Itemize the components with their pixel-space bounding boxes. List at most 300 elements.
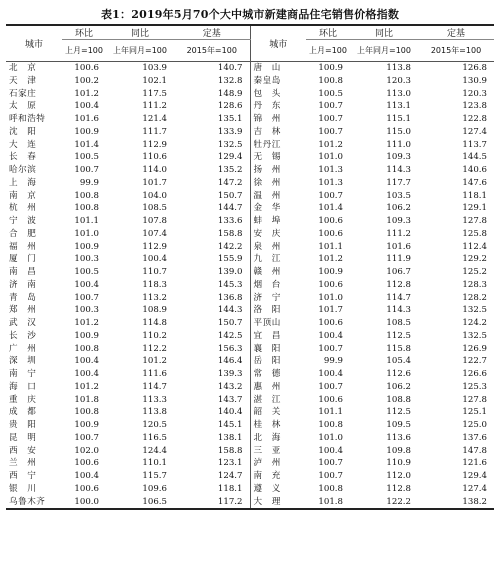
base-value-cell: 127.4 (462, 483, 487, 494)
city-name-cell: 成 都 (9, 407, 37, 418)
mom-value-cell: 100.4 (74, 101, 99, 112)
city-name-cell: 银 川 (9, 483, 37, 494)
table-row (6, 394, 494, 407)
city-name-cell: 上 海 (9, 177, 37, 188)
city-name-cell: 厦 门 (9, 254, 37, 265)
yoy-value-cell: 109.3 (386, 216, 411, 226)
table-row (6, 292, 494, 305)
mom-value-cell: 101.2 (74, 88, 99, 99)
mom-value-cell: 100.7 (318, 114, 343, 124)
city-name-cell: 大 理 (250, 496, 306, 510)
mom-value-cell: 101.3 (318, 165, 343, 175)
table-row (6, 496, 494, 510)
header-yoy-sub: 上年同月=100 (106, 40, 174, 62)
mom-value-cell: 101.3 (318, 177, 343, 188)
table-body (6, 62, 494, 510)
table-row (6, 139, 494, 152)
header-mom: 环比 (62, 25, 106, 40)
mom-value-cell: 101.2 (74, 381, 99, 392)
table-row (6, 406, 494, 419)
yoy-value-cell: 103.5 (386, 190, 411, 201)
base-value-cell: 125.1 (462, 407, 487, 418)
yoy-value-cell: 111.2 (386, 228, 411, 239)
yoy-value-cell: 114.3 (386, 305, 411, 316)
table-row (6, 266, 494, 279)
base-value-cell: 143.2 (217, 381, 243, 392)
mom-value-cell: 100.4 (74, 356, 99, 367)
mom-value-cell: 101.0 (318, 152, 343, 163)
mom-value-cell: 101.2 (74, 318, 99, 328)
base-value-cell: 129.4 (462, 471, 487, 481)
yoy-value-cell: 114.3 (386, 165, 411, 175)
base-value-cell: 142.2 (217, 241, 243, 252)
mom-value-cell: 102.0 (74, 445, 99, 456)
base-value-cell: 132.8 (217, 75, 243, 86)
yoy-value-cell: 100.4 (142, 254, 167, 265)
mom-value-cell: 100.7 (318, 101, 343, 112)
base-value-cell: 158.8 (217, 445, 243, 456)
yoy-value-cell: 112.2 (142, 343, 167, 354)
table-row (6, 253, 494, 266)
mom-value-cell: 100.7 (318, 190, 343, 201)
base-value-cell: 118.1 (217, 483, 243, 494)
mom-value-cell: 99.9 (323, 356, 343, 367)
yoy-value-cell: 120.3 (386, 75, 411, 86)
mom-value-cell: 100.6 (318, 318, 343, 328)
city-name-cell: 长 沙 (9, 330, 37, 341)
city-name-cell: 沈 阳 (9, 126, 37, 137)
yoy-value-cell: 117.5 (142, 88, 167, 99)
header-city: 城市 (6, 25, 62, 62)
mom-value-cell: 100.8 (318, 420, 343, 430)
yoy-value-cell: 112.5 (386, 330, 411, 341)
city-name-cell: 西 宁 (9, 471, 37, 481)
header-mom: 环比 (306, 25, 350, 40)
mom-value-cell: 100.7 (74, 432, 99, 443)
table-row (6, 190, 494, 203)
yoy-value-cell: 113.6 (386, 432, 411, 443)
yoy-value-cell: 102.1 (142, 75, 167, 86)
city-name-cell: 丹 东 (250, 100, 306, 113)
base-value-cell: 147.2 (217, 177, 243, 188)
header-city: 城市 (250, 25, 306, 62)
table-row (6, 343, 494, 356)
base-value-cell: 113.7 (462, 139, 487, 150)
base-value-cell: 144.3 (217, 305, 243, 316)
base-value-cell: 136.8 (217, 292, 243, 303)
table-row (6, 470, 494, 483)
table-row (6, 381, 494, 394)
city-name-cell: 福 州 (9, 241, 37, 252)
base-value-cell: 132.5 (462, 305, 487, 316)
city-name-cell: 烟 台 (250, 279, 306, 292)
mom-value-cell: 100.8 (74, 203, 99, 214)
mom-value-cell: 100.5 (74, 267, 99, 277)
base-value-cell: 127.8 (462, 394, 487, 405)
city-name-cell: 郑 州 (9, 305, 37, 316)
yoy-value-cell: 114.7 (142, 381, 167, 392)
city-name-cell: 南 昌 (9, 267, 37, 277)
city-name-cell: 南 宁 (9, 369, 37, 379)
base-value-cell: 129.1 (462, 203, 487, 214)
city-name-cell: 平顶山 (250, 317, 306, 330)
table-row (6, 457, 494, 470)
yoy-value-cell: 113.3 (142, 394, 167, 405)
yoy-value-cell: 111.9 (386, 254, 411, 265)
base-value-cell: 125.3 (462, 381, 487, 392)
yoy-value-cell: 108.5 (386, 318, 411, 328)
base-value-cell: 144.7 (217, 203, 243, 214)
base-value-cell: 132.5 (217, 139, 243, 150)
table-row (6, 445, 494, 458)
mom-value-cell: 100.3 (74, 305, 99, 316)
yoy-value-cell: 110.6 (142, 152, 167, 163)
mom-value-cell: 100.5 (74, 152, 99, 163)
mom-value-cell: 101.4 (318, 203, 343, 214)
yoy-value-cell: 114.0 (142, 165, 167, 175)
base-value-cell: 128.2 (462, 292, 487, 303)
table-row (6, 164, 494, 177)
yoy-value-cell: 115.1 (386, 114, 411, 124)
table-row (6, 151, 494, 164)
mom-value-cell: 101.2 (318, 254, 343, 265)
base-value-cell: 125.0 (462, 420, 487, 430)
city-name-cell: 赣 州 (250, 266, 306, 279)
mom-value-cell: 101.0 (318, 292, 343, 303)
yoy-value-cell: 112.9 (142, 241, 167, 252)
yoy-value-cell: 121.4 (142, 114, 167, 124)
base-value-cell: 123.1 (217, 458, 243, 469)
city-name-cell: 洛 阳 (250, 304, 306, 317)
yoy-value-cell: 113.0 (386, 88, 411, 99)
base-value-cell: 121.6 (462, 458, 487, 469)
table-header (6, 25, 494, 62)
city-name-cell: 哈尔滨 (9, 165, 37, 175)
mom-value-cell: 100.7 (318, 471, 343, 481)
city-name-cell: 济 南 (9, 279, 37, 290)
mom-value-cell: 100.7 (318, 458, 343, 469)
base-value-cell: 145.1 (217, 420, 243, 430)
table-row (6, 483, 494, 496)
city-name-cell: 常 德 (250, 368, 306, 381)
base-value-cell: 147.6 (462, 177, 487, 188)
table-row (6, 75, 494, 88)
yoy-value-cell: 106.7 (386, 267, 411, 277)
table-row (6, 368, 494, 381)
table-row (6, 202, 494, 215)
city-name-cell: 襄 阳 (250, 343, 306, 356)
yoy-value-cell: 113.8 (142, 407, 167, 418)
city-name-cell: 海 口 (9, 381, 37, 392)
city-name-cell: 北 海 (250, 432, 306, 445)
city-name-cell: 北 京 (9, 63, 37, 73)
city-name-cell: 岳 阳 (250, 355, 306, 368)
header-base: 定基 (418, 25, 494, 40)
yoy-value-cell: 106.2 (386, 203, 411, 214)
base-value-cell: 150.7 (217, 190, 243, 201)
city-name-cell: 桂 林 (250, 419, 306, 432)
yoy-value-cell: 112.9 (142, 139, 167, 150)
mom-value-cell: 100.6 (74, 458, 99, 469)
mom-value-cell: 100.9 (74, 420, 99, 430)
base-value-cell: 122.7 (462, 356, 487, 367)
city-name-cell: 遵 义 (250, 483, 306, 496)
mom-value-cell: 100.8 (74, 407, 99, 418)
mom-value-cell: 100.9 (318, 63, 343, 73)
base-value-cell: 126.9 (462, 343, 487, 354)
base-value-cell: 140.6 (462, 165, 487, 175)
city-name-cell: 金 华 (250, 202, 306, 215)
mom-value-cell: 100.4 (318, 330, 343, 341)
yoy-value-cell: 111.7 (142, 126, 167, 137)
header-yoy: 同比 (106, 25, 174, 40)
yoy-value-cell: 115.7 (142, 471, 167, 481)
mom-value-cell: 100.9 (74, 126, 99, 137)
yoy-value-cell: 112.5 (386, 407, 411, 418)
price-index-table (6, 24, 494, 510)
mom-value-cell: 100.7 (318, 381, 343, 392)
yoy-value-cell: 115.0 (386, 126, 411, 137)
city-name-cell: 三 亚 (250, 445, 306, 458)
base-value-cell: 124.7 (217, 471, 243, 481)
mom-value-cell: 100.4 (74, 369, 99, 379)
mom-value-cell: 100.6 (318, 216, 343, 226)
base-value-cell: 150.7 (217, 318, 243, 328)
yoy-value-cell: 103.9 (142, 63, 167, 73)
yoy-value-cell: 101.7 (142, 177, 167, 188)
yoy-value-cell: 104.0 (142, 190, 167, 201)
city-name-cell: 吉 林 (250, 126, 306, 139)
yoy-value-cell: 110.1 (142, 458, 167, 469)
base-value-cell: 126.6 (462, 369, 487, 379)
city-name-cell: 湛 江 (250, 394, 306, 407)
base-value-cell: 118.1 (462, 190, 487, 201)
base-value-cell: 122.8 (462, 114, 487, 124)
yoy-value-cell: 101.2 (142, 356, 167, 367)
mom-value-cell: 101.1 (318, 407, 343, 418)
base-value-cell: 127.4 (462, 126, 487, 137)
yoy-value-cell: 120.5 (142, 420, 167, 430)
mom-value-cell: 100.5 (318, 88, 343, 99)
yoy-value-cell: 112.6 (386, 369, 411, 379)
mom-value-cell: 100.8 (318, 75, 343, 86)
city-name-cell: 南 充 (250, 470, 306, 483)
city-name-cell: 长 春 (9, 152, 37, 163)
base-value-cell: 117.2 (217, 496, 243, 507)
city-name-cell: 合 肥 (9, 228, 37, 239)
base-value-cell: 135.2 (217, 165, 243, 175)
mom-value-cell: 100.0 (74, 496, 99, 507)
yoy-value-cell: 111.2 (142, 101, 167, 112)
city-name-cell: 锦 州 (250, 113, 306, 126)
mom-value-cell: 100.4 (74, 279, 99, 290)
mom-value-cell: 100.8 (74, 190, 99, 201)
yoy-value-cell: 118.3 (142, 279, 167, 290)
city-name-cell: 深 圳 (9, 356, 37, 367)
city-name-cell: 九 江 (250, 253, 306, 266)
base-value-cell: 148.9 (217, 88, 243, 99)
mom-value-cell: 101.0 (318, 432, 343, 443)
table-row (6, 419, 494, 432)
base-value-cell: 158.8 (217, 228, 243, 239)
table-row (6, 304, 494, 317)
base-value-cell: 128.3 (462, 279, 487, 290)
mom-value-cell: 101.8 (318, 496, 343, 507)
yoy-value-cell: 114.8 (142, 318, 167, 328)
table-row (6, 317, 494, 330)
base-value-cell: 129.4 (217, 152, 243, 163)
base-value-cell: 124.2 (462, 318, 487, 328)
yoy-value-cell: 113.2 (142, 292, 167, 303)
city-name-cell: 呼和浩特 (9, 114, 46, 124)
yoy-value-cell: 114.7 (386, 292, 411, 303)
base-value-cell: 125.8 (462, 228, 487, 239)
yoy-value-cell: 117.7 (386, 177, 411, 188)
mom-value-cell: 99.9 (79, 177, 99, 188)
header-yoy: 同比 (350, 25, 418, 40)
city-name-cell: 唐 山 (250, 62, 306, 75)
base-value-cell: 126.8 (462, 63, 487, 73)
base-value-cell: 128.6 (217, 101, 243, 112)
city-name-cell: 兰 州 (9, 458, 37, 469)
city-name-cell: 重 庆 (9, 394, 37, 405)
header-mom-sub: 上月=100 (306, 40, 350, 62)
yoy-value-cell: 101.6 (386, 241, 411, 252)
base-value-cell: 139.0 (217, 267, 243, 277)
mom-value-cell: 100.3 (74, 254, 99, 265)
table-row (6, 100, 494, 113)
mom-value-cell: 100.9 (74, 241, 99, 252)
mom-value-cell: 101.6 (74, 114, 99, 124)
table-row (6, 279, 494, 292)
mom-value-cell: 100.6 (318, 394, 343, 405)
yoy-value-cell: 106.5 (142, 496, 167, 507)
base-value-cell: 127.8 (462, 216, 487, 226)
yoy-value-cell: 110.2 (142, 330, 167, 341)
city-name-cell: 昆 明 (9, 432, 37, 443)
city-name-cell: 西 安 (9, 445, 37, 456)
yoy-value-cell: 110.7 (142, 267, 167, 277)
mom-value-cell: 101.1 (74, 216, 99, 226)
table-title: 表1：2019年5月70个大中城市新建商品住宅销售价格指数 (100, 8, 400, 21)
base-value-cell: 140.4 (217, 407, 243, 418)
header-base-sub: 2015年=100 (418, 40, 494, 62)
yoy-value-cell: 108.8 (386, 394, 411, 405)
mom-value-cell: 101.2 (318, 139, 343, 150)
yoy-value-cell: 110.9 (386, 458, 411, 469)
base-value-cell: 130.9 (462, 75, 487, 86)
mom-value-cell: 100.8 (318, 483, 343, 494)
mom-value-cell: 100.7 (74, 292, 99, 303)
city-name-cell: 乌鲁木齐 (9, 496, 46, 507)
city-name-cell: 武 汉 (9, 318, 37, 328)
city-name-cell: 蚌 埠 (250, 215, 306, 228)
mom-value-cell: 100.7 (318, 126, 343, 137)
base-value-cell: 144.5 (462, 152, 487, 163)
base-value-cell: 139.3 (217, 369, 243, 379)
city-name-cell: 南 京 (9, 190, 37, 201)
yoy-value-cell: 107.8 (142, 216, 167, 226)
table-row (6, 113, 494, 126)
city-name-cell: 宜 昌 (250, 330, 306, 343)
base-value-cell: 142.5 (217, 330, 243, 341)
yoy-value-cell: 112.8 (386, 483, 411, 494)
base-value-cell: 132.5 (462, 330, 487, 341)
yoy-value-cell: 109.8 (386, 445, 411, 456)
city-name-cell: 杭 州 (9, 203, 37, 214)
city-name-cell: 宁 波 (9, 216, 37, 226)
mom-value-cell: 100.2 (74, 75, 99, 86)
table-row (6, 228, 494, 241)
yoy-value-cell: 111.0 (386, 139, 411, 150)
city-name-cell: 温 州 (250, 190, 306, 203)
mom-value-cell: 101.8 (74, 394, 99, 405)
city-name-cell: 泸 州 (250, 457, 306, 470)
table-row (6, 330, 494, 343)
yoy-value-cell: 112.0 (386, 471, 411, 481)
mom-value-cell: 100.7 (318, 343, 343, 354)
base-value-cell: 133.6 (217, 216, 243, 226)
yoy-value-cell: 109.3 (386, 152, 411, 163)
yoy-value-cell: 106.2 (386, 381, 411, 392)
yoy-value-cell: 124.4 (142, 445, 167, 456)
yoy-value-cell: 109.6 (142, 483, 167, 494)
mom-value-cell: 100.6 (318, 279, 343, 290)
mom-value-cell: 101.7 (318, 305, 343, 316)
base-value-cell: 156.3 (217, 343, 243, 354)
city-name-cell: 泉 州 (250, 241, 306, 254)
base-value-cell: 135.1 (217, 114, 243, 124)
mom-value-cell: 100.6 (318, 228, 343, 239)
base-value-cell: 125.2 (462, 267, 487, 277)
base-value-cell: 123.8 (462, 101, 487, 112)
city-name-cell: 石家庄 (9, 88, 37, 99)
base-value-cell: 146.4 (217, 356, 243, 367)
header-mom-sub: 上月=100 (62, 40, 106, 62)
mom-value-cell: 100.9 (74, 330, 99, 341)
table-row (6, 355, 494, 368)
mom-value-cell: 100.4 (318, 445, 343, 456)
mom-value-cell: 100.6 (74, 63, 99, 73)
table-row (6, 432, 494, 445)
city-name-cell: 秦皇岛 (250, 75, 306, 88)
yoy-value-cell: 115.8 (386, 343, 411, 354)
city-name-cell: 太 原 (9, 101, 37, 112)
mom-value-cell: 101.4 (74, 139, 99, 150)
base-value-cell: 147.8 (462, 445, 487, 456)
base-value-cell: 138.1 (217, 432, 243, 443)
header-base: 定基 (174, 25, 250, 40)
table-row (6, 215, 494, 228)
yoy-value-cell: 108.9 (142, 305, 167, 316)
city-name-cell: 贵 阳 (9, 420, 37, 430)
mom-value-cell: 100.4 (318, 369, 343, 379)
yoy-value-cell: 109.5 (386, 420, 411, 430)
base-value-cell: 129.2 (462, 254, 487, 265)
base-value-cell: 143.7 (217, 394, 243, 405)
city-name-cell: 扬 州 (250, 164, 306, 177)
yoy-value-cell: 122.2 (386, 496, 411, 507)
table-row (6, 88, 494, 101)
mom-value-cell: 100.7 (74, 165, 99, 175)
yoy-value-cell: 105.4 (386, 356, 411, 367)
city-name-cell: 牡丹江 (250, 139, 306, 152)
base-value-cell: 138.2 (462, 496, 487, 507)
city-name-cell: 安 庆 (250, 228, 306, 241)
base-value-cell: 137.6 (462, 432, 487, 443)
yoy-value-cell: 113.1 (386, 101, 411, 112)
base-value-cell: 133.9 (217, 126, 243, 137)
